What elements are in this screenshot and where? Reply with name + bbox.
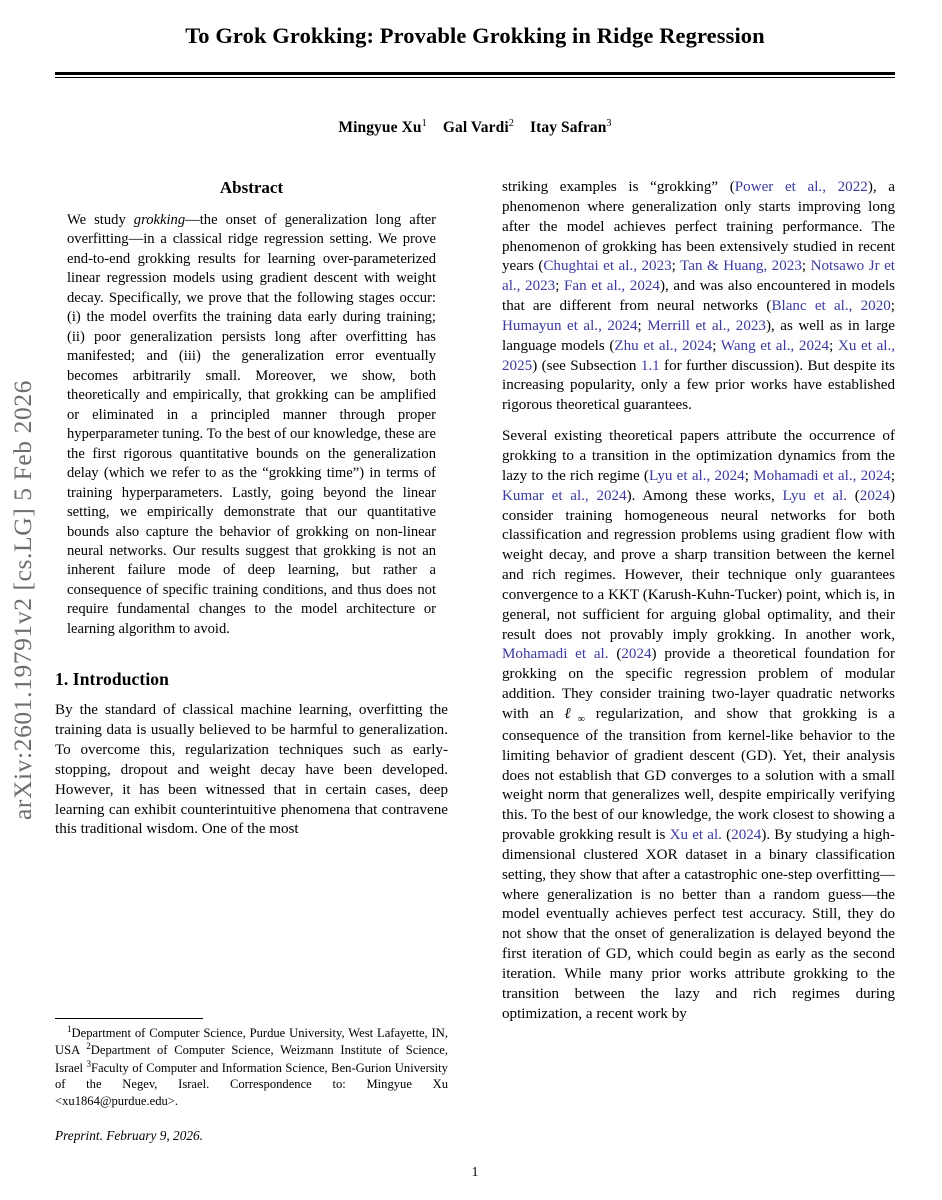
- footnote-affiliations: [55, 1024, 448, 1109]
- author-2-name: Gal Vardi: [442, 119, 509, 137]
- text-run: regularization, and show that grokking is a consequence of the transition from kernel-like behavior to the limiting behavior of gradient descent (GD). Yet, their analysis does not establish that GD converges to a solution with a small weight norm that generalizes well, despite empirically verifying this. To the best of our knowledge, the work closest to showing a provable grokking result is: [502, 705, 895, 844]
- link-subsection-1-1[interactable]: 1.1: [640, 357, 660, 374]
- text-run: ). By studying a high-dimensional clustered XOR dataset in a binary classification setting, they show that after a catastrophic one-step overfitting—where generalization is no better than a random guess—the model eventually achieves perfect test accuracy. Still, they do not show that the onset of generalization is delayed beyond the first iteration of GD, which could begin as early as the second iteration. While many prior works attribute grokking to the transition between the lazy and rich regimes during optimization, a recent work by: [502, 827, 895, 1022]
- citation-humayun-2024[interactable]: Humayun et al., 2024: [502, 317, 638, 334]
- text-run: striking examples is “grokking” (: [502, 179, 735, 195]
- citation-kumar-2024[interactable]: Kumar et al., 2024: [502, 487, 627, 504]
- citation-notsawo-2023[interactable]: Notsawo Jr et al., 2023: [502, 258, 895, 295]
- citation-mohamadi-2024[interactable]: Mohamadi et al., 2024: [753, 467, 891, 484]
- title-block: [55, 0, 895, 137]
- author-3-affiliation-marker: 3: [606, 118, 612, 130]
- right-paragraph-1: [502, 178, 895, 416]
- right-column: [502, 178, 895, 1163]
- author-1-name: Mingyue Xu: [338, 119, 422, 137]
- footnote-marker-3: 3: [86, 1058, 91, 1069]
- left-column: [55, 178, 448, 1163]
- text-run: ;: [555, 278, 565, 295]
- footnote-marker-1: 1: [67, 1024, 72, 1034]
- title-divider: [55, 72, 895, 76]
- citation-xu-et-al-inline[interactable]: Xu et al.: [669, 827, 722, 844]
- abstract-heading: Abstract: [219, 178, 284, 197]
- text-run: ;: [712, 337, 721, 354]
- text-run: ;: [671, 258, 681, 275]
- author-3: [530, 119, 612, 136]
- text-run: for further discussion). But despite its increasing popularity, only a few prior works have established rigorous theoretical guarantees.: [502, 357, 896, 414]
- author-1-affiliation-marker: 1: [421, 118, 427, 130]
- author-1: [338, 119, 426, 136]
- footnote-affiliation-3: Faculty of Computer and Information Science, Ben-Gurion University of the Negev, Israel. Correspondence to: Mingyue Xu <xu1864@purdue.edu>.: [55, 1061, 448, 1108]
- arxiv-stamp-text: arXiv:2601.19791v2 [cs.LG] 5 Feb 2026: [8, 379, 37, 821]
- page-number: 1: [471, 1164, 479, 1179]
- abstract-text-part1: We study: [67, 212, 134, 228]
- text-run: ;: [744, 467, 754, 484]
- abstract-section: [55, 178, 448, 639]
- text-run: (: [721, 827, 732, 844]
- abstract-paragraph: [67, 211, 436, 639]
- citation-zhu-2024[interactable]: Zhu et al., 2024: [614, 337, 713, 354]
- text-run: (: [608, 646, 622, 663]
- citation-wang-2024[interactable]: Wang et al., 2024: [720, 337, 830, 354]
- footnote-divider: [55, 1018, 203, 1019]
- page-title: To Grok Grokking: Provable Grokking in Ridge Regression: [185, 23, 765, 48]
- citation-lyu-2024[interactable]: Lyu et al., 2024: [648, 467, 745, 484]
- text-run: (: [847, 487, 860, 504]
- two-column-body: [55, 178, 895, 1163]
- citation-xu-year-inline[interactable]: 2024: [731, 827, 762, 844]
- arxiv-stamp: [0, 0, 46, 1200]
- text-run: ;: [801, 258, 811, 275]
- text-run: ;: [829, 337, 838, 354]
- text-run: ). Among these works,: [626, 487, 783, 504]
- text-run: ) provide a theoretical foundation for grokking on the specific regression problem of modular addition. They consider training two-layer quadratic networks with an: [502, 646, 895, 722]
- text-run: ) (see Subsection: [532, 357, 641, 374]
- citation-chughtai-2023[interactable]: Chughtai et al., 2023: [543, 258, 672, 275]
- footnote-marker-2: 2: [86, 1041, 91, 1052]
- introduction-paragraph-1: By the standard of classical machine learning, overfitting the training data is usually believed to be harmful to generalization. To overcome this, regularization techniques such as early-stopping, dropout and weight decay have been developed. However, it has been witnessed that in certain cases, deep learning can exhibit counterintuitive phenomena that contravene this traditional wisdom. One of the most: [55, 702, 448, 838]
- ell-glyph: ℓ: [564, 705, 578, 722]
- citation-mohamadi-year-inline[interactable]: 2024: [621, 646, 652, 663]
- citation-tan-huang-2023[interactable]: Tan & Huang, 2023: [680, 258, 802, 275]
- introduction-section: [55, 669, 448, 840]
- citation-power-2022[interactable]: Power et al., 2022: [734, 179, 868, 195]
- abstract-text-part2: —the onset of generalization long after overfitting—in a classical ridge regression setting. We prove end-to-end grokking results for learning over-parameterized linear regression models using gradient descent with weight decay. Specifically, we prove that the following stages occur: (i) the model overfits the training data early during training; (ii) poor generalization persists long after overfitting has manifested; and (iii) the generalization error eventually becomes arbitrarily small. Moreover, we show, both theoretically and empirically, that grokking can be amplified or eliminated in a principled manner through proper hyperparameter tuning. To the best of our knowledge, these are the first rigorous quantitative bounds on the generalization delay (which we refer to as the “grokking time”) in terms of training hyperparameters. Lastly, going beyond the linear setting, we empirically demonstrate that our quantitative bounds also capture the behavior of grokking on non-linear neural networks. Our results suggest that grokking is not an inherent failure mode of deep learning, but rather a consequence of specific training conditions, and thus does not require fundamental changes to the model architecture or learning algorithm to avoid.: [67, 212, 436, 637]
- infinity-subscript: ∞: [577, 713, 586, 725]
- introduction-heading: 1. Introduction: [55, 669, 169, 690]
- author-2: [443, 119, 514, 136]
- citation-lyu-et-al-inline[interactable]: Lyu et al.: [782, 487, 848, 504]
- ell-infinity-symbol: [564, 705, 586, 725]
- text-run: ), and was also encountered in models that are different from neural networks (: [502, 278, 896, 315]
- citation-fan-2024[interactable]: Fan et al., 2024: [564, 278, 660, 295]
- footnote-block: [55, 1018, 448, 1144]
- citation-xu-2025[interactable]: Xu et al., 2025: [502, 337, 896, 374]
- text-run: ), a phenomenon where generalization only starts improving long after the model achieves perfect training performance. The phenomenon of grokking has been extensively studied in recent years (: [502, 179, 895, 275]
- text-run: ;: [890, 467, 896, 484]
- text-run: ;: [890, 298, 895, 315]
- text-run: ), as well as in large language models (: [502, 317, 895, 354]
- text-run: Several existing theoretical papers attribute the occurrence of grokking to a transition in the optimization dynamics from the lazy to the rich regime (: [502, 428, 895, 484]
- preprint-notice: Preprint. February 9, 2026.: [55, 1128, 203, 1144]
- abstract-body: [55, 211, 448, 639]
- abstract-emphasis: grokking: [133, 212, 186, 228]
- citation-mohamadi-et-al-inline[interactable]: Mohamadi et al.: [502, 646, 609, 663]
- citation-blanc-2020[interactable]: Blanc et al., 2020: [771, 298, 891, 315]
- footnote-affiliation-2: Department of Computer Science, Weizmann Institute of Science, Israel: [55, 1043, 448, 1076]
- footnote-affiliation-1: Department of Computer Science, Purdue University, West Lafayette, IN, USA: [55, 1026, 448, 1058]
- author-3-name: Itay Safran: [529, 119, 607, 137]
- text-run: ) consider training homogeneous neural networks for both classification and regression problems using gradient flow with weight decay, and prove a sharp transition between the kernel and rich regimes. However, their technique only guarantees convergence to a KKT (Karush-Kuhn-Tucker) point, which is, in general, not sufficient for arguing global optimality, and their result does not provably imply grokking. In another work,: [502, 487, 895, 643]
- right-paragraph-2: [502, 427, 895, 1024]
- author-list: [55, 118, 895, 137]
- author-2-affiliation-marker: 2: [508, 118, 514, 130]
- paper-page: [55, 0, 895, 1200]
- citation-merrill-2023[interactable]: Merrill et al., 2023: [647, 317, 766, 334]
- text-run: ;: [637, 317, 648, 334]
- citation-lyu-year-inline[interactable]: 2024: [859, 487, 890, 504]
